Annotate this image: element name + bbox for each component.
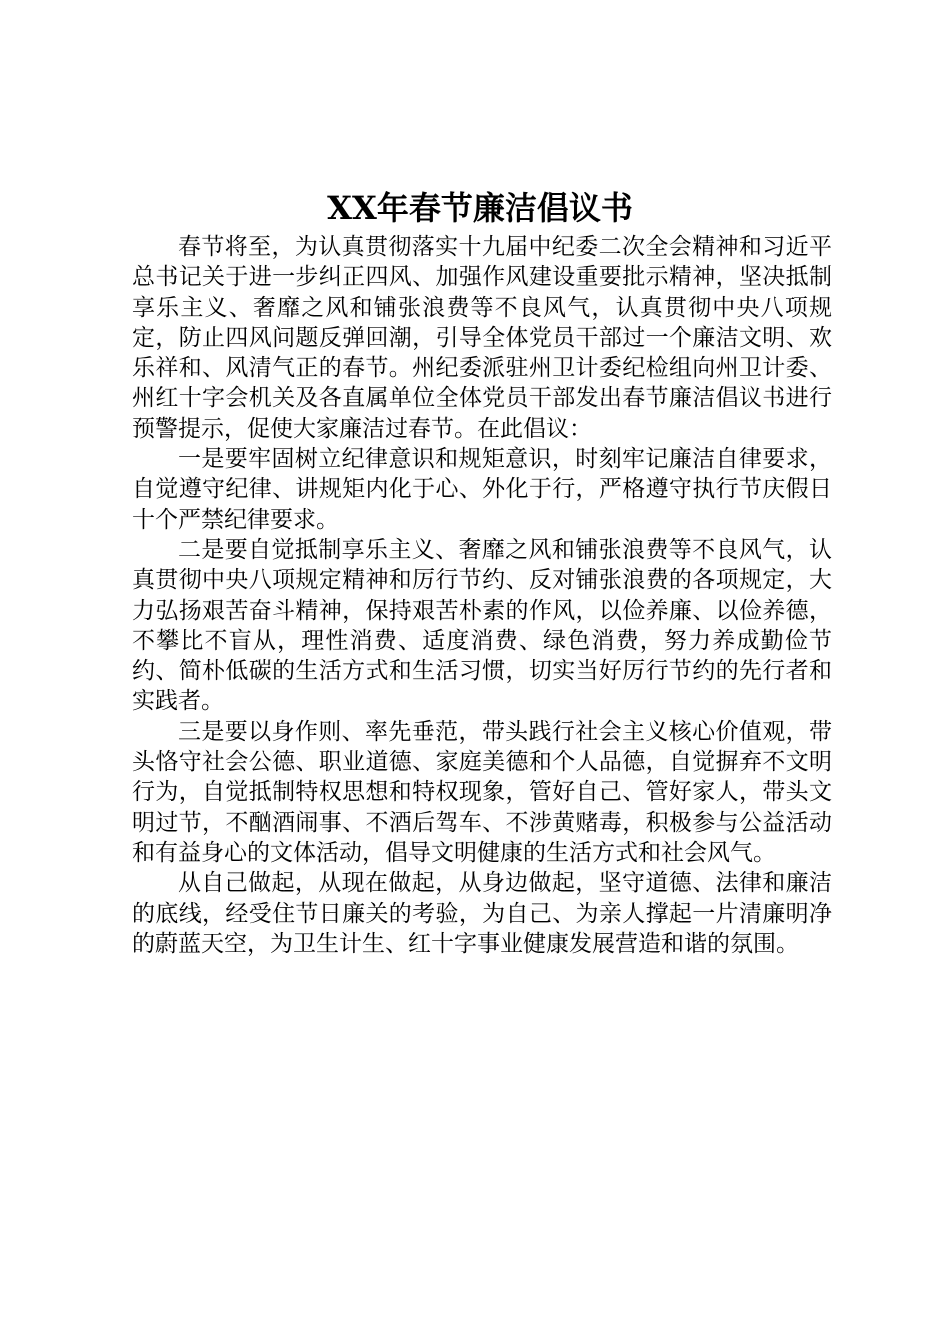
paragraph-closing: 从自己做起，从现在做起，从身边做起，坚守道德、法律和廉洁的底线，经受住节日廉关的考验，为自己、为亲人撑起一片清廉明净的蔚蓝天空，为卫生计生、红十字事业健康发展营造和谐的氛围。 xyxy=(132,870,832,957)
document-title: XX年春节廉洁倡议书 xyxy=(327,189,633,227)
paragraph-point-two: 二是要自觉抵制享乐主义、奢靡之风和铺张浪费等不良风气，认真贯彻中央八项规定精神和厉行节约、反对铺张浪费的各项规定，大力弘扬艰苦奋斗精神，保持艰苦朴素的作风，以俭养廉、以俭养德，不攀比不盲从，理性消费、适度消费、绿色消费，努力养成勤俭节约、简朴低碳的生活方式和生活习惯，切实当好厉行节约的先行者和实践者。 xyxy=(132,536,832,715)
paragraph-point-one: 一是要牢固树立纪律意识和规矩意识，时刻牢记廉洁自律要求，自觉遵守纪律、讲规矩内化于心、外化于行，严格遵守执行节庆假日十个严禁纪律要求。 xyxy=(132,446,832,533)
document-body xyxy=(132,232,832,959)
paragraph-intro: 春节将至，为认真贯彻落实十九届中纪委二次全会精神和习近平总书记关于进一步纠正四风、加强作风建设重要批示精神，坚决抵制享乐主义、奢靡之风和铺张浪费等不良风气，认真贯彻中央八项规定，防止四风问题反弹回潮，引导全体党员干部过一个廉洁文明、欢乐祥和、风清气正的春节。州纪委派驻州卫计委纪检组向州卫计委、州红十字会机关及各直属单位全体党员干部发出春节廉洁倡议书进行预警提示，促使大家廉洁过春节。在此倡议： xyxy=(132,234,832,442)
paragraph-point-three: 三是要以身作则、率先垂范，带头践行社会主义核心价值观，带头恪守社会公德、职业道德、家庭美德和个人品德，自觉摒弃不文明行为，自觉抵制特权思想和特权现象，管好自己、管好家人，带头文明过节，不酗酒闹事、不酒后驾车、不涉黄赌毒，积极参与公益活动和有益身心的文体活动，倡导文明健康的生活方式和社会风气。 xyxy=(132,718,832,866)
